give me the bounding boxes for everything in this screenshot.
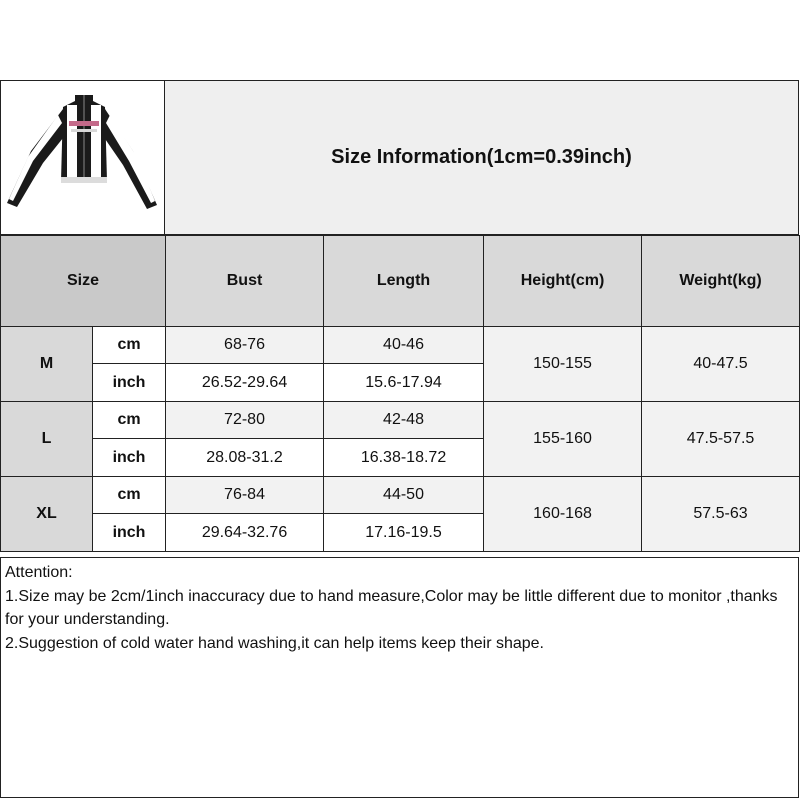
unit-label: cm xyxy=(93,477,166,514)
height-range: 155-160 xyxy=(484,402,642,477)
bust-cm: 72-80 xyxy=(166,402,324,439)
unit-label: cm xyxy=(93,402,166,439)
height-range: 160-168 xyxy=(484,477,642,552)
weight-range: 47.5-57.5 xyxy=(642,402,800,477)
bust-inch: 26.52-29.64 xyxy=(166,364,324,402)
length-cm: 42-48 xyxy=(324,402,484,439)
bust-inch: 28.08-31.2 xyxy=(166,439,324,477)
chart-title-cell xyxy=(165,80,799,235)
size-chart xyxy=(0,80,799,798)
table-row xyxy=(1,477,800,514)
attention-notes xyxy=(0,557,799,798)
weight-range: 40-47.5 xyxy=(642,327,800,402)
header-bust: Bust xyxy=(166,236,324,327)
header-size: Size xyxy=(1,236,166,327)
size-label: L xyxy=(1,402,93,477)
header-row xyxy=(1,236,800,327)
length-inch: 17.16-19.5 xyxy=(324,514,484,552)
unit-label: inch xyxy=(93,514,166,552)
length-cm: 40-46 xyxy=(324,327,484,364)
header-length: Length xyxy=(324,236,484,327)
size-label: XL xyxy=(1,477,93,552)
length-cm: 44-50 xyxy=(324,477,484,514)
length-inch: 16.38-18.72 xyxy=(324,439,484,477)
size-table xyxy=(0,235,800,552)
jacket-illustration xyxy=(1,81,164,234)
note-line-2: 2.Suggestion of cold water hand washing,it can help items keep their shape. xyxy=(5,634,544,652)
unit-label: inch xyxy=(93,364,166,402)
unit-label: inch xyxy=(93,439,166,477)
product-image xyxy=(0,80,165,235)
bust-cm: 76-84 xyxy=(166,477,324,514)
height-range: 150-155 xyxy=(484,327,642,402)
unit-label: cm xyxy=(93,327,166,364)
notes-heading: Attention: xyxy=(5,564,73,581)
note-line-1: 1.Size may be 2cm/1inch inaccuracy due to hand measure,Color may be little different due to monitor ,thanks for your understanding. xyxy=(5,587,778,628)
table-row xyxy=(1,327,800,364)
page-title: Size Information(1cm=0.39inch) xyxy=(331,146,632,168)
length-inch: 15.6-17.94 xyxy=(324,364,484,402)
bust-cm: 68-76 xyxy=(166,327,324,364)
header-weight: Weight(kg) xyxy=(642,236,800,327)
header-height: Height(cm) xyxy=(484,236,642,327)
size-label: M xyxy=(1,327,93,402)
weight-range: 57.5-63 xyxy=(642,477,800,552)
bust-inch: 29.64-32.76 xyxy=(166,514,324,552)
table-row xyxy=(1,402,800,439)
